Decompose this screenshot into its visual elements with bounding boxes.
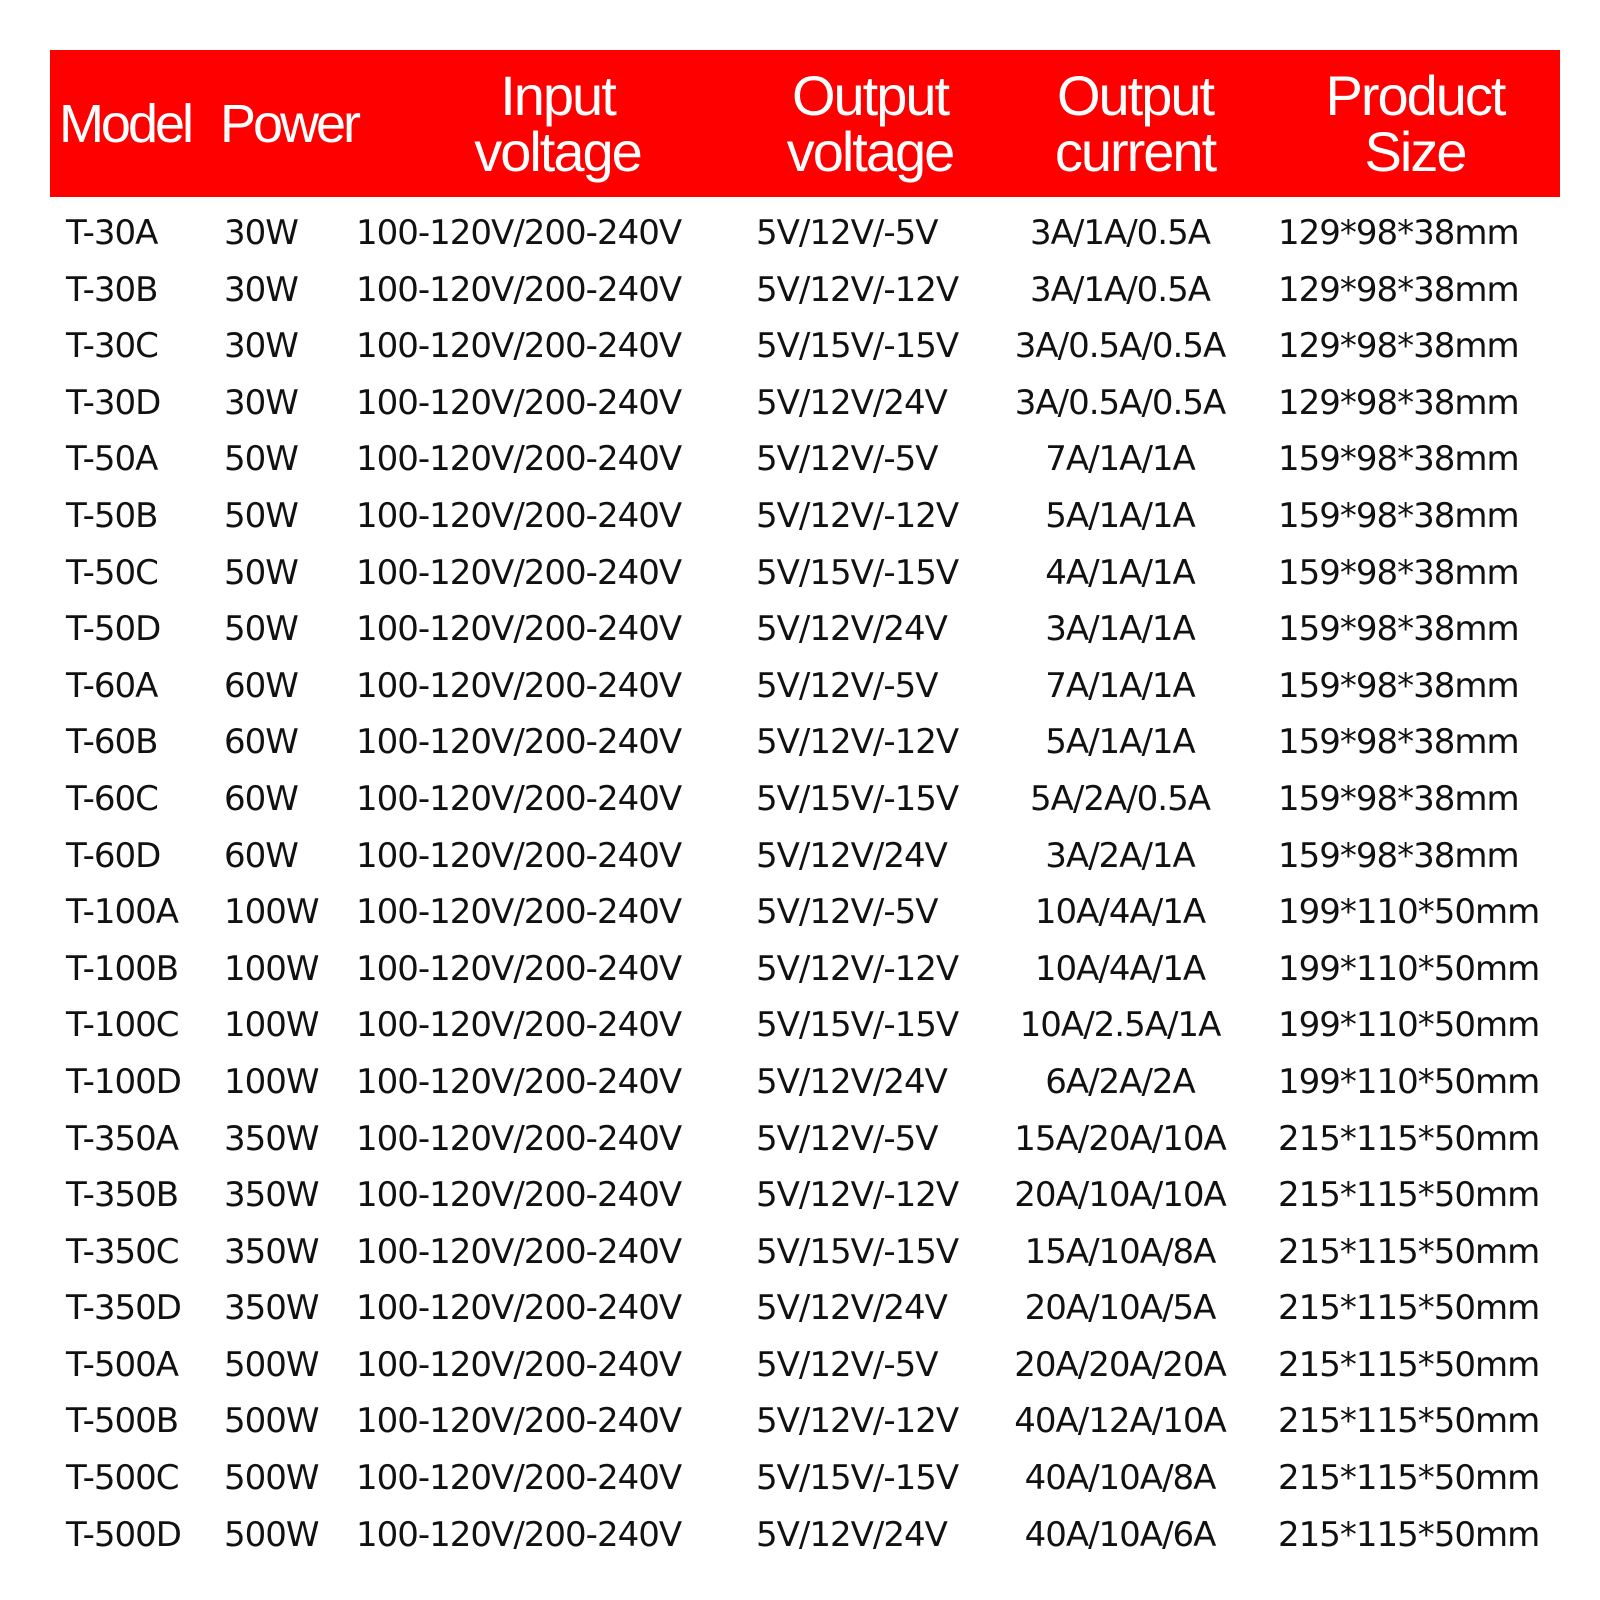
input-voltage-cell: 100-120V/200-240V xyxy=(356,609,682,650)
output-voltage-cell: 5V/12V/24V xyxy=(756,609,947,650)
input-voltage-cell: 100-120V/200-240V xyxy=(356,439,682,480)
output-voltage-cell: 5V/12V/-12V xyxy=(756,948,959,989)
table-row xyxy=(0,1000,1600,1057)
output-current-cell: 3A/2A/1A xyxy=(1045,835,1195,876)
model-cell: T-350C xyxy=(66,1231,179,1272)
table-row xyxy=(0,944,1600,1001)
output-voltage-cell: 5V/15V/-15V xyxy=(756,1231,959,1272)
output-current-cell: 5A/2A/0.5A xyxy=(1029,778,1211,819)
product-size-cell: 215*115*50mm xyxy=(1278,1514,1540,1555)
output-current-cell: 7A/1A/1A xyxy=(1045,665,1195,706)
table-row xyxy=(0,887,1600,944)
product-size-cell: 129*98*38mm xyxy=(1278,382,1519,423)
model-cell: T-500A xyxy=(66,1344,179,1385)
product-size-cell: 159*98*38mm xyxy=(1278,665,1519,706)
output-voltage-cell: 5V/12V/24V xyxy=(756,1288,947,1329)
output-current-cell: 3A/1A/0.5A xyxy=(1029,213,1211,253)
power-cell: 500W xyxy=(224,1344,319,1385)
table-row xyxy=(0,774,1600,831)
table-row xyxy=(0,1510,1600,1567)
output-current-cell: 10A/4A/1A xyxy=(1034,948,1206,989)
product-size-cell: 159*98*38mm xyxy=(1278,609,1519,650)
output-voltage-cell: 5V/12V/-5V xyxy=(756,1344,938,1385)
table-row xyxy=(0,548,1600,605)
table-row xyxy=(0,378,1600,435)
table-row xyxy=(0,1227,1600,1284)
input-voltage-cell: 100-120V/200-240V xyxy=(356,1231,682,1272)
product-size-cell: 215*115*50mm xyxy=(1278,1288,1540,1329)
output-voltage-cell: 5V/15V/-15V xyxy=(756,552,959,593)
input-voltage-cell: 100-120V/200-240V xyxy=(356,269,682,310)
product-size-cell: 215*115*50mm xyxy=(1278,1231,1540,1272)
product-size-cell: 129*98*38mm xyxy=(1278,326,1519,367)
model-cell: T-350A xyxy=(66,1118,179,1159)
product-size-cell: 159*98*38mm xyxy=(1278,778,1519,819)
power-cell: 50W xyxy=(224,495,298,536)
table-row xyxy=(0,434,1600,491)
output-voltage-cell: 5V/12V/-12V xyxy=(756,269,959,310)
header-power: Power xyxy=(219,93,359,154)
output-voltage-cell: 5V/12V/-5V xyxy=(756,1118,938,1159)
output-current-cell: 3A/1A/1A xyxy=(1045,609,1195,650)
input-voltage-cell: 100-120V/200-240V xyxy=(356,213,682,253)
product-size-cell: 129*98*38mm xyxy=(1278,269,1519,310)
input-voltage-cell: 100-120V/200-240V xyxy=(356,665,682,706)
input-voltage-cell: 100-120V/200-240V xyxy=(356,1344,682,1385)
input-voltage-cell: 100-120V/200-240V xyxy=(356,722,682,763)
product-size-cell: 215*115*50mm xyxy=(1278,1458,1540,1499)
table-row xyxy=(0,1453,1600,1510)
output-voltage-cell: 5V/12V/-5V xyxy=(756,439,938,480)
output-voltage-cell: 5V/12V/24V xyxy=(756,1514,947,1555)
output-voltage-cell: 5V/12V/24V xyxy=(756,1061,947,1102)
output-current-cell: 5A/1A/1A xyxy=(1045,495,1195,536)
power-cell: 60W xyxy=(224,665,298,706)
model-cell: T-100D xyxy=(66,1061,181,1102)
output-current-cell: 10A/4A/1A xyxy=(1034,892,1206,933)
output-current-cell: 20A/10A/10A xyxy=(1014,1175,1226,1216)
input-voltage-cell: 100-120V/200-240V xyxy=(356,778,682,819)
product-size-cell: 129*98*38mm xyxy=(1278,213,1519,253)
table-row xyxy=(0,604,1600,661)
output-current-cell: 7A/1A/1A xyxy=(1045,439,1195,480)
model-cell: T-60C xyxy=(66,778,158,819)
input-voltage-cell: 100-120V/200-240V xyxy=(356,1175,682,1216)
power-cell: 350W xyxy=(224,1175,319,1216)
product-size-cell: 199*110*50mm xyxy=(1278,1061,1540,1102)
model-cell: T-50B xyxy=(66,495,158,536)
output-current-cell: 15A/10A/8A xyxy=(1024,1231,1216,1272)
table-row xyxy=(0,208,1600,265)
model-cell: T-500B xyxy=(66,1401,179,1442)
table-row xyxy=(0,1340,1600,1397)
power-cell: 60W xyxy=(224,778,298,819)
model-cell: T-30D xyxy=(66,382,161,423)
power-cell: 30W xyxy=(224,382,298,423)
product-size-cell: 159*98*38mm xyxy=(1278,552,1519,593)
output-current-cell: 6A/2A/2A xyxy=(1045,1061,1195,1102)
power-cell: 50W xyxy=(224,609,298,650)
model-cell: T-500C xyxy=(66,1458,179,1499)
power-cell: 100W xyxy=(224,1061,319,1102)
power-cell: 500W xyxy=(224,1401,319,1442)
power-cell: 100W xyxy=(224,892,319,933)
input-voltage-cell: 100-120V/200-240V xyxy=(356,835,682,876)
output-voltage-cell: 5V/12V/-12V xyxy=(756,1401,959,1442)
table-row xyxy=(0,831,1600,888)
header-output-voltage: Output voltage xyxy=(786,63,954,183)
model-cell: T-50A xyxy=(66,439,158,480)
input-voltage-cell: 100-120V/200-240V xyxy=(356,892,682,933)
output-current-cell: 15A/20A/10A xyxy=(1014,1118,1226,1159)
model-cell: T-50C xyxy=(66,552,158,593)
input-voltage-cell: 100-120V/200-240V xyxy=(356,948,682,989)
input-voltage-cell: 100-120V/200-240V xyxy=(356,1005,682,1046)
input-voltage-cell: 100-120V/200-240V xyxy=(356,1401,682,1442)
product-size-cell: 159*98*38mm xyxy=(1278,439,1519,480)
table-row xyxy=(0,1283,1600,1340)
model-cell: T-100C xyxy=(66,1005,179,1046)
power-cell: 60W xyxy=(224,835,298,876)
table-row xyxy=(0,1170,1600,1227)
output-current-cell: 20A/10A/5A xyxy=(1024,1288,1216,1329)
product-size-cell: 199*110*50mm xyxy=(1278,892,1540,933)
power-cell: 350W xyxy=(224,1118,319,1159)
input-voltage-cell: 100-120V/200-240V xyxy=(356,1061,682,1102)
output-voltage-cell: 5V/12V/-12V xyxy=(756,722,959,763)
header-output-current: Output current xyxy=(1054,63,1216,183)
product-size-cell: 159*98*38mm xyxy=(1278,835,1519,876)
header-input-voltage: Input voltage xyxy=(474,63,641,183)
table-header xyxy=(50,50,1560,197)
power-cell: 30W xyxy=(224,269,298,310)
product-size-cell: 159*98*38mm xyxy=(1278,495,1519,536)
table-body xyxy=(0,208,1600,1566)
model-cell: T-30C xyxy=(66,326,158,367)
header-model: Model xyxy=(58,93,192,154)
output-current-cell: 20A/20A/20A xyxy=(1014,1344,1226,1385)
table-row xyxy=(0,1396,1600,1453)
power-cell: 30W xyxy=(224,213,298,253)
header-product-size: Product Size xyxy=(1325,63,1505,183)
input-voltage-cell: 100-120V/200-240V xyxy=(356,326,682,367)
output-voltage-cell: 5V/15V/-15V xyxy=(756,1458,959,1499)
power-cell: 100W xyxy=(224,948,319,989)
product-size-cell: 215*115*50mm xyxy=(1278,1175,1540,1216)
model-cell: T-60A xyxy=(66,665,158,706)
power-cell: 350W xyxy=(224,1288,319,1329)
model-cell: T-100A xyxy=(66,892,179,933)
power-cell: 500W xyxy=(224,1514,319,1555)
input-voltage-cell: 100-120V/200-240V xyxy=(356,1288,682,1329)
output-current-cell: 40A/10A/8A xyxy=(1024,1458,1216,1499)
input-voltage-cell: 100-120V/200-240V xyxy=(356,1514,682,1555)
output-current-cell: 5A/1A/1A xyxy=(1045,722,1195,763)
model-cell: T-60D xyxy=(66,835,161,876)
output-voltage-cell: 5V/12V/-12V xyxy=(756,495,959,536)
product-size-cell: 159*98*38mm xyxy=(1278,722,1519,763)
product-size-cell: 215*115*50mm xyxy=(1278,1118,1540,1159)
input-voltage-cell: 100-120V/200-240V xyxy=(356,1118,682,1159)
input-voltage-cell: 100-120V/200-240V xyxy=(356,1458,682,1499)
power-cell: 350W xyxy=(224,1231,319,1272)
power-cell: 50W xyxy=(224,439,298,480)
input-voltage-cell: 100-120V/200-240V xyxy=(356,552,682,593)
output-voltage-cell: 5V/15V/-15V xyxy=(756,778,959,819)
output-voltage-cell: 5V/15V/-15V xyxy=(756,326,959,367)
table-row xyxy=(0,265,1600,322)
table-row xyxy=(0,321,1600,378)
output-voltage-cell: 5V/12V/-5V xyxy=(756,213,938,253)
table-row xyxy=(0,661,1600,718)
output-current-cell: 3A/0.5A/0.5A xyxy=(1014,382,1226,423)
power-cell: 50W xyxy=(224,552,298,593)
output-current-cell: 4A/1A/1A xyxy=(1045,552,1195,593)
output-voltage-cell: 5V/12V/-5V xyxy=(756,892,938,933)
model-cell: T-30A xyxy=(66,213,158,253)
power-cell: 60W xyxy=(224,722,298,763)
model-cell: T-500D xyxy=(66,1514,181,1555)
table-row xyxy=(0,1057,1600,1114)
model-cell: T-60B xyxy=(66,722,158,763)
output-voltage-cell: 5V/15V/-15V xyxy=(756,1005,959,1046)
product-size-cell: 199*110*50mm xyxy=(1278,948,1540,989)
input-voltage-cell: 100-120V/200-240V xyxy=(356,382,682,423)
output-voltage-cell: 5V/12V/-5V xyxy=(756,665,938,706)
model-cell: T-30B xyxy=(66,269,158,310)
table-row xyxy=(0,1114,1600,1171)
model-cell: T-350B xyxy=(66,1175,179,1216)
product-size-cell: 199*110*50mm xyxy=(1278,1005,1540,1046)
power-cell: 30W xyxy=(224,326,298,367)
input-voltage-cell: 100-120V/200-240V xyxy=(356,495,682,536)
table-row xyxy=(0,717,1600,774)
model-cell: T-350D xyxy=(66,1288,181,1329)
output-voltage-cell: 5V/12V/24V xyxy=(756,382,947,423)
output-voltage-cell: 5V/12V/24V xyxy=(756,835,947,876)
output-current-cell: 40A/10A/6A xyxy=(1024,1514,1216,1555)
model-cell: T-50D xyxy=(66,609,161,650)
table-row xyxy=(0,491,1600,548)
power-cell: 100W xyxy=(224,1005,319,1046)
model-cell: T-100B xyxy=(66,948,179,989)
product-size-cell: 215*115*50mm xyxy=(1278,1344,1540,1385)
product-size-cell: 215*115*50mm xyxy=(1278,1401,1540,1442)
output-current-cell: 3A/1A/0.5A xyxy=(1029,269,1211,310)
power-cell: 500W xyxy=(224,1458,319,1499)
output-current-cell: 40A/12A/10A xyxy=(1014,1401,1226,1442)
output-voltage-cell: 5V/12V/-12V xyxy=(756,1175,959,1216)
output-current-cell: 10A/2.5A/1A xyxy=(1019,1005,1221,1046)
output-current-cell: 3A/0.5A/0.5A xyxy=(1014,326,1226,367)
